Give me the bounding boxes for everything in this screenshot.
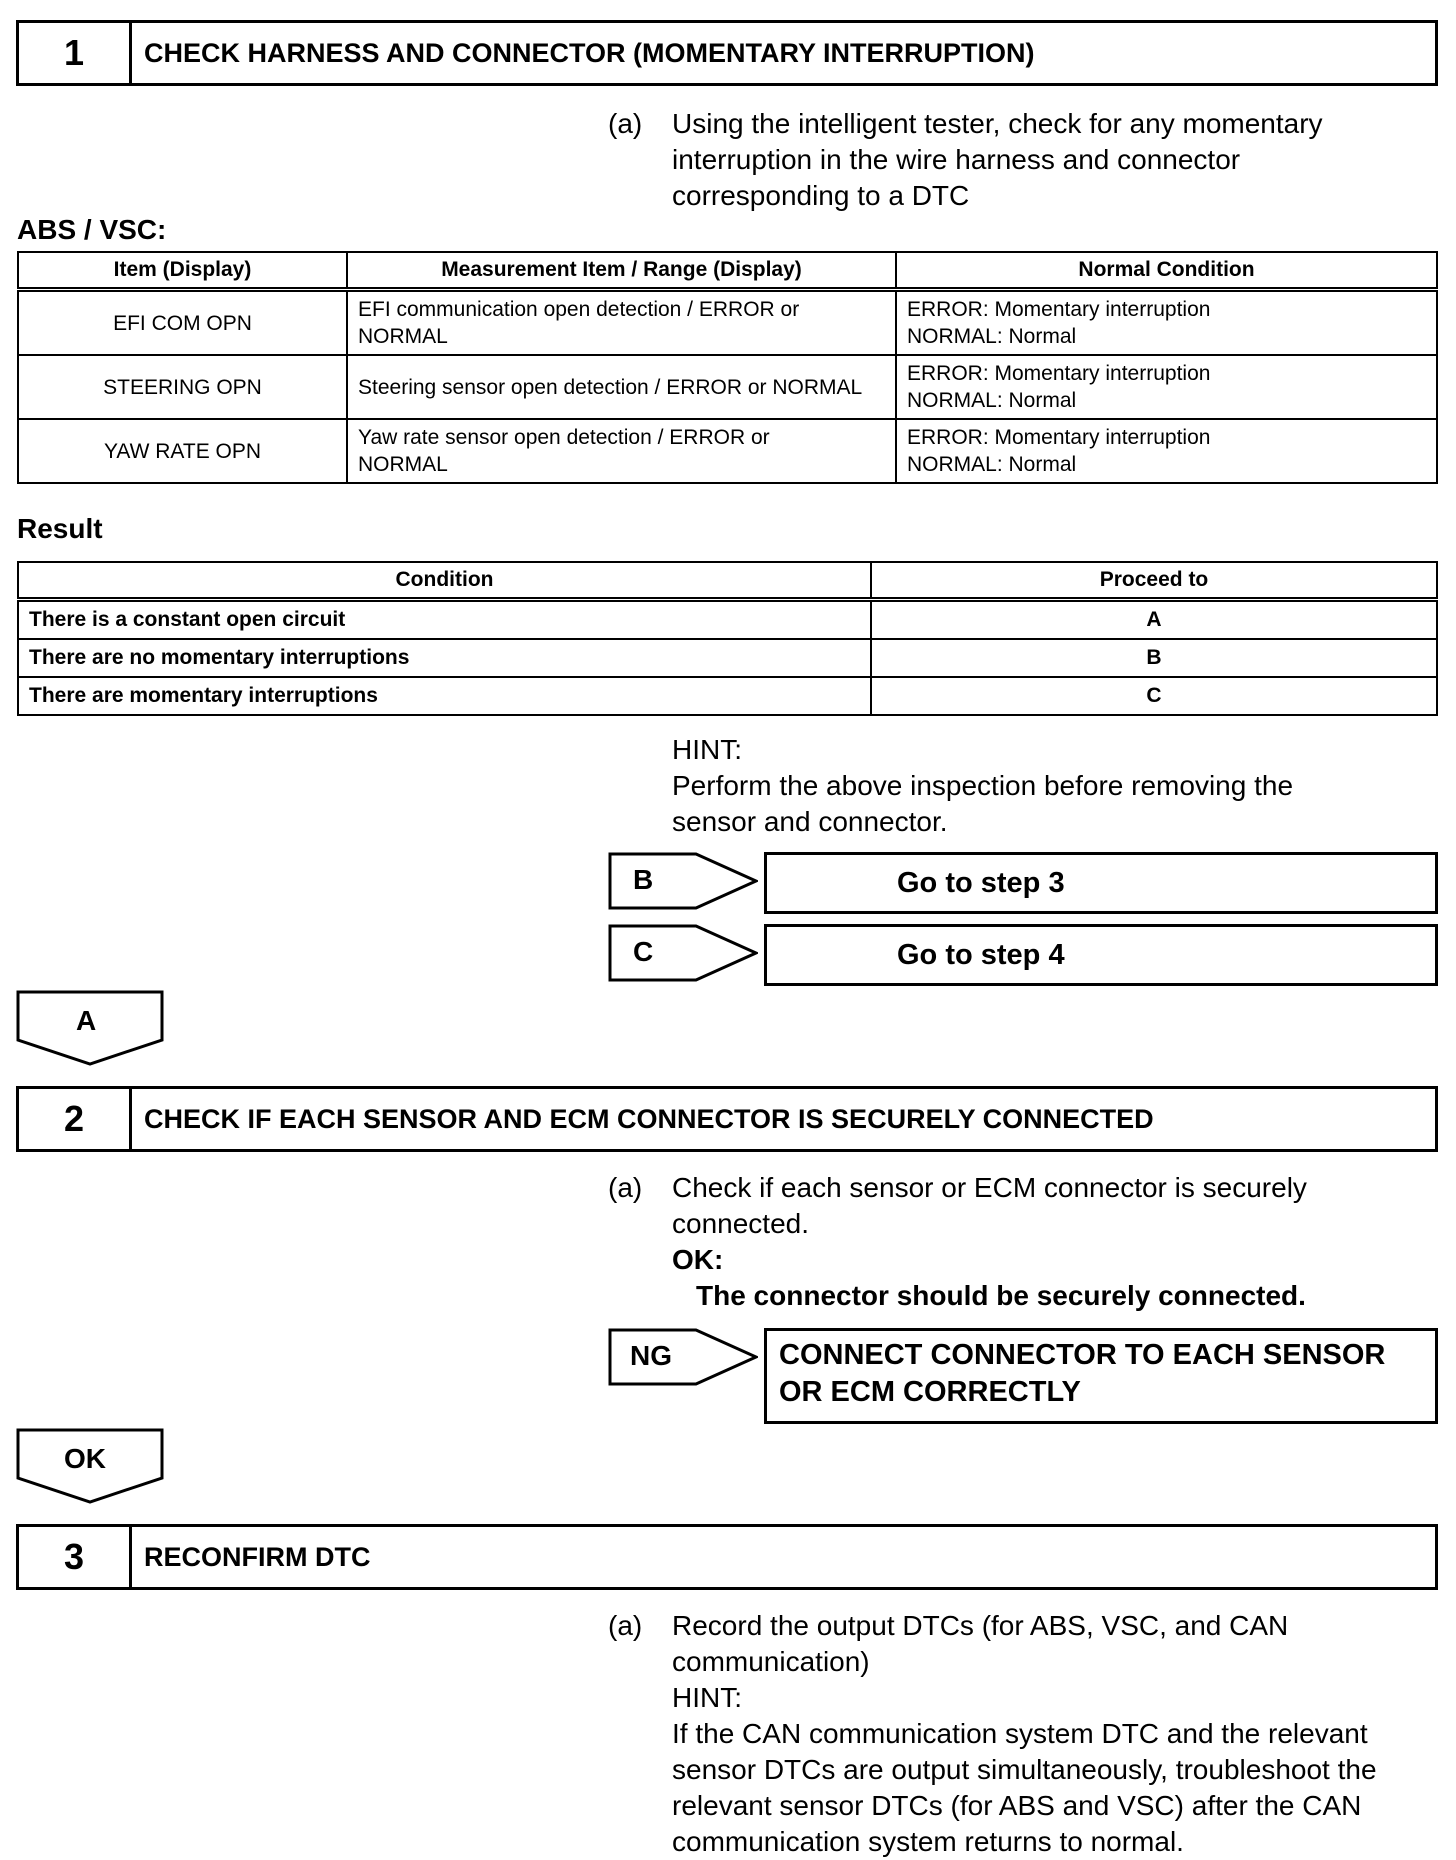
cell-line: NORMAL: Normal — [907, 389, 1077, 412]
step-number: 1 — [19, 23, 132, 83]
column-header: Condition — [18, 562, 871, 600]
cell-line: NORMAL — [358, 325, 448, 348]
ok-label: OK: — [672, 1244, 724, 1275]
paragraph-label: (a) — [608, 108, 643, 139]
table-cell-condition: There are momentary interruptions — [18, 677, 871, 715]
paragraph-text — [672, 106, 1323, 214]
paragraph-line: communication) — [672, 1646, 870, 1677]
table-row — [18, 290, 1437, 356]
table-cell-proceed: A — [871, 600, 1437, 640]
table-cell-condition: There is a constant open circuit — [18, 600, 871, 640]
table-cell-normal — [896, 419, 1437, 483]
table-row — [18, 419, 1437, 483]
cell-line: EFI communication open detection / ERROR or — [358, 298, 800, 321]
table-cell-range — [347, 290, 896, 356]
go-to-step-4-box[interactable]: Go to step 4 — [764, 924, 1438, 986]
table-header-row — [18, 562, 1437, 600]
paragraph-line: connected. — [672, 1208, 809, 1239]
hint-line: Perform the above inspection before removing the — [672, 770, 1294, 801]
abs-vsc-label: ABS / VSC: — [17, 214, 167, 245]
branch-arrow-icon — [608, 852, 758, 910]
paragraph-text — [672, 1608, 1377, 1860]
table-cell-item: STEERING OPN — [18, 355, 347, 419]
table-cell-proceed: C — [871, 677, 1437, 715]
paragraph-line: interruption in the wire harness and connector — [672, 144, 1241, 175]
result-table — [17, 561, 1438, 716]
hint-block — [672, 732, 1293, 840]
table-cell-condition: There are no momentary interruptions — [18, 639, 871, 677]
paragraph-line: Using the intelligent tester, check for any momentary — [672, 108, 1323, 139]
box-line: OR ECM CORRECTLY — [779, 1376, 1081, 1408]
paragraph-label: (a) — [608, 1610, 643, 1641]
table-cell-range — [347, 419, 896, 483]
down-arrow-label: OK — [64, 1443, 106, 1474]
ok-text: The connector should be securely connected. — [696, 1280, 1306, 1311]
table-cell-proceed: B — [871, 639, 1437, 677]
table-row — [18, 639, 1437, 677]
box-line: CONNECT CONNECTOR TO EACH SENSOR — [779, 1339, 1386, 1371]
table-header-row — [18, 252, 1437, 290]
column-header: Proceed to — [871, 562, 1437, 600]
column-header: Item (Display) — [18, 252, 347, 290]
branch-label: NG — [630, 1340, 672, 1371]
step-3-header — [16, 1524, 1438, 1590]
cell-line: Yaw rate sensor open detection / ERROR or — [358, 426, 770, 449]
down-arrow-label: A — [76, 1005, 97, 1036]
hint-label: HINT: — [672, 734, 742, 765]
step-2-header — [16, 1086, 1438, 1152]
column-header: Measurement Item / Range (Display) — [347, 252, 896, 290]
paragraph-line: corresponding to a DTC — [672, 180, 970, 211]
cell-line: ERROR: Momentary interruption — [907, 426, 1211, 449]
branch-arrow-icon — [608, 924, 758, 982]
hint-line: sensor DTCs are output simultaneously, troubleshoot the — [672, 1754, 1377, 1785]
hint-line: communication system returns to normal. — [672, 1826, 1184, 1857]
paragraph-label: (a) — [608, 1172, 643, 1203]
table-cell-item: YAW RATE OPN — [18, 419, 347, 483]
column-header: Normal Condition — [896, 252, 1437, 290]
connect-connector-box[interactable] — [764, 1328, 1438, 1424]
result-label: Result — [17, 513, 103, 544]
step-title: CHECK HARNESS AND CONNECTOR (MOMENTARY INTERRUPTION) — [144, 37, 1035, 68]
branch-label: B — [633, 864, 654, 895]
step-title: RECONFIRM DTC — [144, 1541, 371, 1572]
paragraph-line: Record the output DTCs (for ABS, VSC, and CAN — [672, 1610, 1289, 1641]
cell-line: NORMAL: Normal — [907, 325, 1077, 348]
table-cell-normal — [896, 355, 1437, 419]
cell-line: ERROR: Momentary interruption — [907, 362, 1211, 385]
table-row — [18, 677, 1437, 715]
table-cell-normal — [896, 290, 1437, 356]
cell-line: NORMAL — [358, 453, 448, 476]
table-cell-range — [347, 355, 896, 419]
paragraph-text — [672, 1170, 1307, 1314]
step-1-header — [16, 20, 1438, 86]
cell-line: ERROR: Momentary interruption — [907, 298, 1211, 321]
cell-line: NORMAL: Normal — [907, 453, 1077, 476]
branch-label: C — [633, 936, 654, 967]
table-row — [18, 600, 1437, 640]
hint-label: HINT: — [672, 1682, 742, 1713]
table-cell-item: EFI COM OPN — [18, 290, 347, 356]
hint-line: sensor and connector. — [672, 806, 948, 837]
step-title: CHECK IF EACH SENSOR AND ECM CONNECTOR IS SECURELY CONNECTED — [144, 1103, 1154, 1134]
cell-line: Steering sensor open detection / ERROR or NORMAL — [358, 375, 863, 399]
table-row — [18, 355, 1437, 419]
paragraph-line: Check if each sensor or ECM connector is securely — [672, 1172, 1307, 1203]
step-number: 3 — [19, 1527, 132, 1587]
go-to-step-3-box[interactable]: Go to step 3 — [764, 852, 1438, 914]
hint-line: If the CAN communication system DTC and the relevant — [672, 1718, 1368, 1749]
step-number: 2 — [19, 1089, 132, 1149]
data-list-table — [17, 251, 1438, 484]
hint-line: relevant sensor DTCs (for ABS and VSC) after the CAN — [672, 1790, 1362, 1821]
